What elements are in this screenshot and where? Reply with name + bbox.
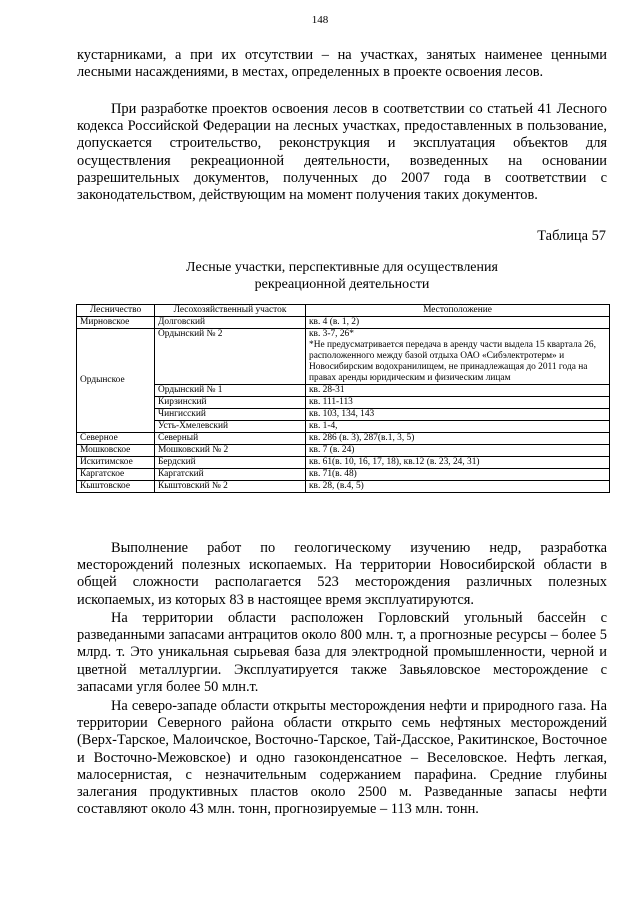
location-cell: кв. 61(в. 10, 16, 17, 18), кв.12 (в. 23, 24, 31) xyxy=(306,457,610,469)
paragraph-2: При разработке проектов освоения лесов в соответствии со статьей 41 Лесного кодекса Российской Федерации на лесных участках, предоставленных в пользование, допускается строительство, реконструкция и эксплуатация объектов для осуществления рекреационной деятельности, возведенных на основании разрешительных документов, полученных до 2007 года в соответствии с законодательством, действующим на момент получения таких документов. xyxy=(77,101,607,204)
forestry-cell: Искитимское xyxy=(77,457,155,469)
location-cell: кв. 4 (в. 1, 2) xyxy=(306,317,610,329)
table-row xyxy=(77,421,610,433)
location-cell: кв. 71(в. 48) xyxy=(306,469,610,481)
location-cell: кв. 28-31 xyxy=(306,385,610,397)
table-row xyxy=(77,329,610,385)
forestry-cell: Северное xyxy=(77,433,155,445)
header-forestry: Лесничество xyxy=(77,305,155,317)
paragraph-4: На территории области расположен Горловский угольный бассейн с разведанными запасами антрацитов около 800 млн. т, а прогнозные ресурсы – более 5 млрд. т. Это уникальная сырьевая база для электродной промышленности, черной и цветной металлургии. Эксплуатируется также Завьяловское месторождение с запасами угля более 50 млн.т. xyxy=(77,610,607,695)
forestry-cell: Ордынское xyxy=(77,329,155,433)
site-cell: Усть-Хмелевский xyxy=(155,421,306,433)
header-site: Лесохозяйственный участок xyxy=(155,305,306,317)
paragraph-1: кустарниками, а при их отсутствии – на участках, занятых наименее ценными лесными насаждениями, в местах, определенных в проекте освоения лесов. xyxy=(77,47,607,81)
site-cell: Ордынский № 2 xyxy=(155,329,306,385)
table-row xyxy=(77,409,610,421)
site-cell: Кыштовский № 2 xyxy=(155,481,306,493)
location-cell xyxy=(306,329,610,385)
recreation-sites-table xyxy=(76,304,610,493)
location-cell: кв. 28, (в.4, 5) xyxy=(306,481,610,493)
location-cell: кв. 103, 134, 143 xyxy=(306,409,610,421)
paragraph-5: На северо-западе области открыты месторождения нефти и природного газа. На территории Северного района области открыто семь нефтяных месторождений (Верх-Тарское, Малоичское, Восточно-Тарское, Тай-Дасское, Ракитинское, Восточное и Восточно-Межовское) и одно газоконденсатное – Веселовское. Нефть легкая, малосернистая, с незначительным содержанием парафина. Средние глубины залегания продуктивных пластов около 2500 м. Разведанные запасы нефти составляют около 43 млн. тонн, прогнозируемые – 113 млн. тонн. xyxy=(77,698,607,818)
location-cell: кв. 1-4, xyxy=(306,421,610,433)
site-cell: Ордынский № 1 xyxy=(155,385,306,397)
table-title-line-2: рекреационной деятельности xyxy=(254,277,430,292)
forestry-cell: Мирновское xyxy=(77,317,155,329)
location-footnote: *Не предусматривается передача в аренду части выдела 15 квартала 26, расположенного между базой отдыха ОАО «Сибэлектротерм» и Новосибирским водохранилищем, не принадлежащая до 2011 года на правах аренды юридическим и физическим лицам xyxy=(309,340,596,383)
site-cell: Чингисский xyxy=(155,409,306,421)
forestry-cell: Кыштовское xyxy=(77,481,155,493)
location-cell: кв. 111-113 xyxy=(306,397,610,409)
table-row xyxy=(77,397,610,409)
table-row xyxy=(77,433,610,445)
site-cell: Северный xyxy=(155,433,306,445)
site-cell: Кирзинский xyxy=(155,397,306,409)
site-cell: Долговский xyxy=(155,317,306,329)
paragraph-3: Выполнение работ по геологическому изучению недр, разработка месторождений полезных ископаемых. На территории Новосибирской области в общей сложности располагается 523 месторождения различных полезных ископаемых, из которых 83 в настоящее время эксплуатируются. xyxy=(77,540,607,608)
header-location: Местоположение xyxy=(306,305,610,317)
forestry-cell: Мошковское xyxy=(77,445,155,457)
table-row xyxy=(77,481,610,493)
table-title xyxy=(77,259,607,293)
site-cell: Мошковский № 2 xyxy=(155,445,306,457)
table-row xyxy=(77,385,610,397)
table-title-line-1: Лесные участки, перспективные для осуществления xyxy=(186,260,498,275)
table-row xyxy=(77,317,610,329)
location-cell: кв. 286 (в. 3), 287(в.1, 3, 5) xyxy=(306,433,610,445)
table-row xyxy=(77,445,610,457)
forestry-cell: Каргатское xyxy=(77,469,155,481)
page-number: 148 xyxy=(311,14,329,26)
location-cell: кв. 7 (в. 24) xyxy=(306,445,610,457)
table-row xyxy=(77,457,610,469)
site-cell: Бердский xyxy=(155,457,306,469)
table-label: Таблица 57 xyxy=(537,228,606,244)
table-header-row xyxy=(77,305,610,317)
table-row xyxy=(77,469,610,481)
location-quarters: кв. 3-7, 26* xyxy=(309,329,354,339)
site-cell: Каргатский xyxy=(155,469,306,481)
